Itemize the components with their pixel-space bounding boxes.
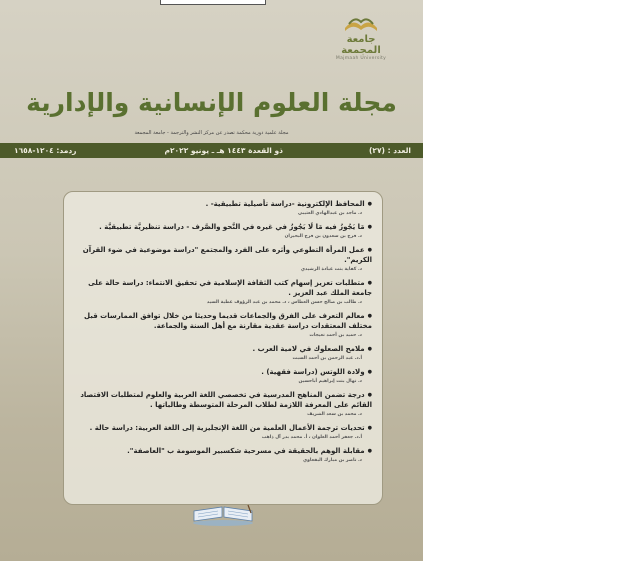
article-title: ● درجة تضمن المناهج المدرسية في تخصصي اللغة العربية والعلوم لمتطلبات الاقتصاد القائم على المعرفة اللازمة لطلاب المرحلة المتوسطة وطالباتها . [72, 390, 372, 410]
university-logo [329, 14, 393, 62]
open-book-logo-icon [343, 14, 379, 34]
article-title: ● ولادة اللوتس (دراسة فقهية) . [72, 367, 372, 377]
book-emblem [188, 503, 258, 527]
article-author: د. ماجد بن عبدالهادي العتيبي [297, 211, 362, 216]
issn: ردمد: ١٢٠٤-١٦٥٨ [14, 146, 77, 155]
issue-date: ذو القعدة ١٤٤٣ هـ ـ يونيو ٢٠٢٢م [164, 146, 283, 155]
article-title: ● متطلبات تعزيز إسهام كتب الثقافة الإسلامية في تحقيق الانتماء: دراسة حالة على جامعة الملك عبد العزيز . [72, 278, 372, 298]
logo-arabic-text: جامعة المجمعة [341, 34, 381, 56]
article-author: د. ناصر بن مبارك البقعاوي [302, 458, 362, 463]
table-of-contents [72, 199, 372, 469]
journal-title: مجلة العلوم الإنسانية والإدارية [26, 88, 397, 117]
article-title: ● معالم التعرف على الفرق والجماعات قديما وحديثا من خلال توافق الممارسات قبل مختلف المعتقدات دراسة عقدية مقارنة مع أهل السنة والجماعة. [72, 311, 372, 331]
top-box [160, 0, 266, 5]
article-title: ● ملامح الصعلوك في لامية العرب . [72, 344, 372, 354]
article-author: د. حميد بن أحمد نعيجات [309, 333, 362, 338]
issue-number: العدد : (٢٧) [368, 146, 411, 155]
article-author: د. محمد بن سعد الشريف [307, 412, 362, 417]
article-author: أ.د. جعفر أحمد العلوان ، أ. محمد بدر آل ذاهب [261, 435, 362, 440]
issue-info [0, 146, 423, 158]
article-title: ● تحديات ترجمة الأعمال العلمية من اللغة الإنجليزية إلى اللغة العربية: دراسة حالة . [72, 423, 372, 433]
article-title: ● مَا يَجُوزُ فيه مَا لَا يَجُوزُ في غيره في النَّحو والصَّرف - دراسة تنظيريَّة تطبيقيَّة . [72, 222, 372, 232]
article-author: د. فرج بن سعدون بن فرج البحيران [284, 234, 362, 239]
article-title: ● مقابلة الوهم بالحقيقة في مسرحية شكسبير الموسومة ب "العاصفة". [72, 446, 372, 456]
article-title: ● عمل المرأة التطوعي وأثره على الفرد والمجتمع "دراسة موضوعية في ضوء القرآن الكريم". [72, 245, 372, 265]
article-title: ● المحافظ الإلكترونية -دراسة تأصيلية تطبيقية- . [72, 199, 372, 209]
article-author: أ.د. عبد الرحمن بن أحمد السبت [292, 356, 362, 361]
logo-english-text: Majmaah University [335, 56, 387, 61]
article-author: د. طالب بن صالح حسن العطاس ، د. محمد بن عبد الرؤوف عطية السيد [206, 300, 362, 305]
article-author: د. نهال بنت إبراهيم أباحسين [298, 379, 362, 384]
article-author: د. كفاية بنت عبادة الرشيدي [300, 267, 362, 272]
journal-subtitle: مجلة علمية دورية محكمة تصدر عن مركز النشر والترجمة - جامعة المجمعة [134, 130, 289, 136]
open-book-icon [188, 503, 258, 527]
